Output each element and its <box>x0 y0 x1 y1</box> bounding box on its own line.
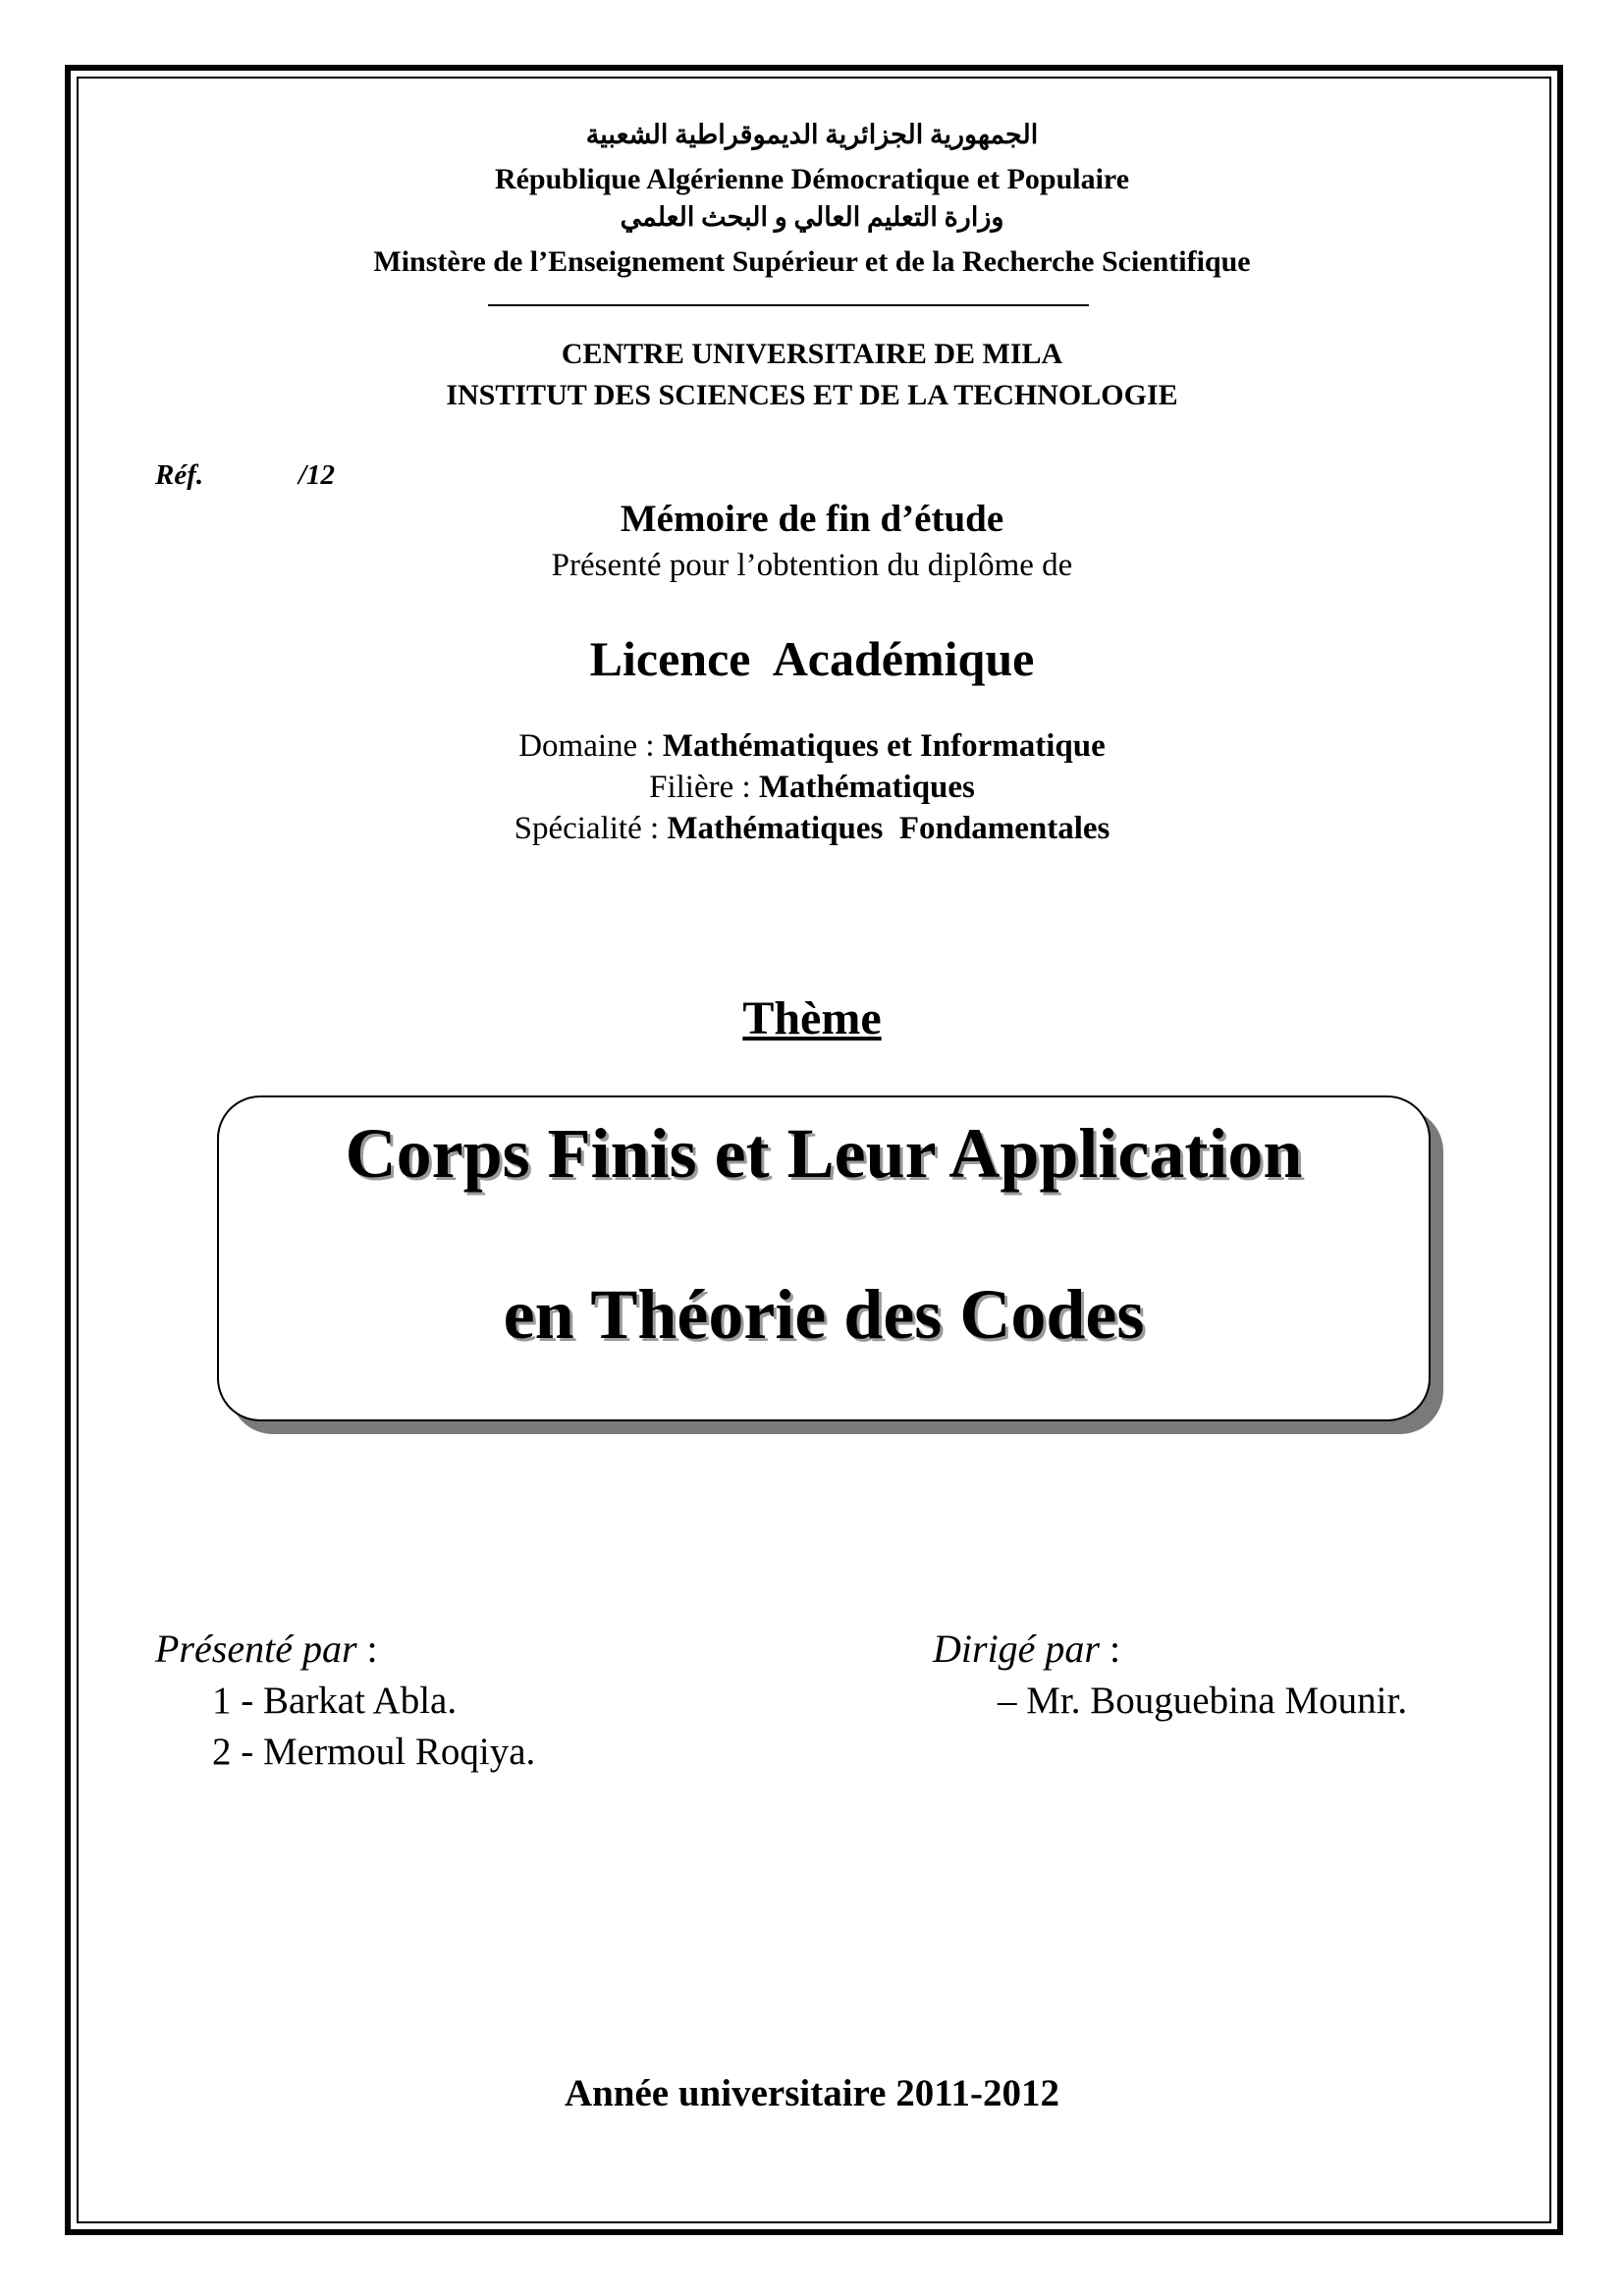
theme-title-line-2: en Théorie des Codes <box>503 1275 1145 1354</box>
supervisor-name: – Mr. Bouguebina Mounir. <box>998 1680 1408 1722</box>
specialite-value: Mathématiques Fondamentales <box>667 811 1110 846</box>
directed-by-heading <box>933 1626 1120 1672</box>
student-1: 1 - Barkat Abla. <box>212 1680 458 1722</box>
filiere-label: Filière : <box>649 770 759 805</box>
directed-by-colon: : <box>1100 1627 1121 1671</box>
student-2: 2 - Mermoul Roqiya. <box>212 1731 536 1773</box>
directed-by-label: Dirigé par <box>933 1627 1100 1671</box>
presented-by-heading <box>155 1626 378 1672</box>
domaine-line <box>0 728 1624 765</box>
specialite-line <box>0 811 1624 847</box>
specialite-label: Spécialité : <box>514 811 668 846</box>
filiere-line <box>0 770 1624 806</box>
reference-number: /12 <box>298 459 336 491</box>
arabic-ministry-title: وزارة التعليم العالي و البحث العلمي <box>620 202 1004 232</box>
diploma-title: Licence Académique <box>589 631 1035 686</box>
theme-title-line-1: Corps Finis et Leur Application <box>345 1114 1303 1193</box>
domaine-value: Mathématiques et Informatique <box>662 728 1106 764</box>
filiere-value: Mathématiques <box>758 770 975 805</box>
arabic-republic-title: الجمهورية الجزائرية الديموقراطية الشعبية <box>585 120 1039 149</box>
domaine-label: Domaine : <box>518 728 663 764</box>
centre-name: CENTRE UNIVERSITAIRE DE MILA <box>561 338 1063 370</box>
header-divider <box>488 304 1089 306</box>
presented-by-colon: : <box>356 1627 378 1671</box>
theme-heading: Thème <box>742 992 882 1044</box>
memoire-title: Mémoire de fin d’étude <box>620 498 1004 540</box>
republic-title: République Algérienne Démocratique et Populaire <box>494 163 1130 195</box>
reference-label: Réf. <box>155 459 204 491</box>
ministry-title: Minstère de l’Enseignement Supérieur et de la Recherche Scientifique <box>373 245 1251 278</box>
academic-year: Année universitaire 2011-2012 <box>564 2072 1060 2114</box>
institute-name: INSTITUT DES SCIENCES ET DE LA TECHNOLOGIE <box>446 379 1178 411</box>
memoire-subtitle: Présenté pour l’obtention du diplôme de <box>551 548 1073 583</box>
presented-by-label: Présenté par <box>155 1627 357 1671</box>
